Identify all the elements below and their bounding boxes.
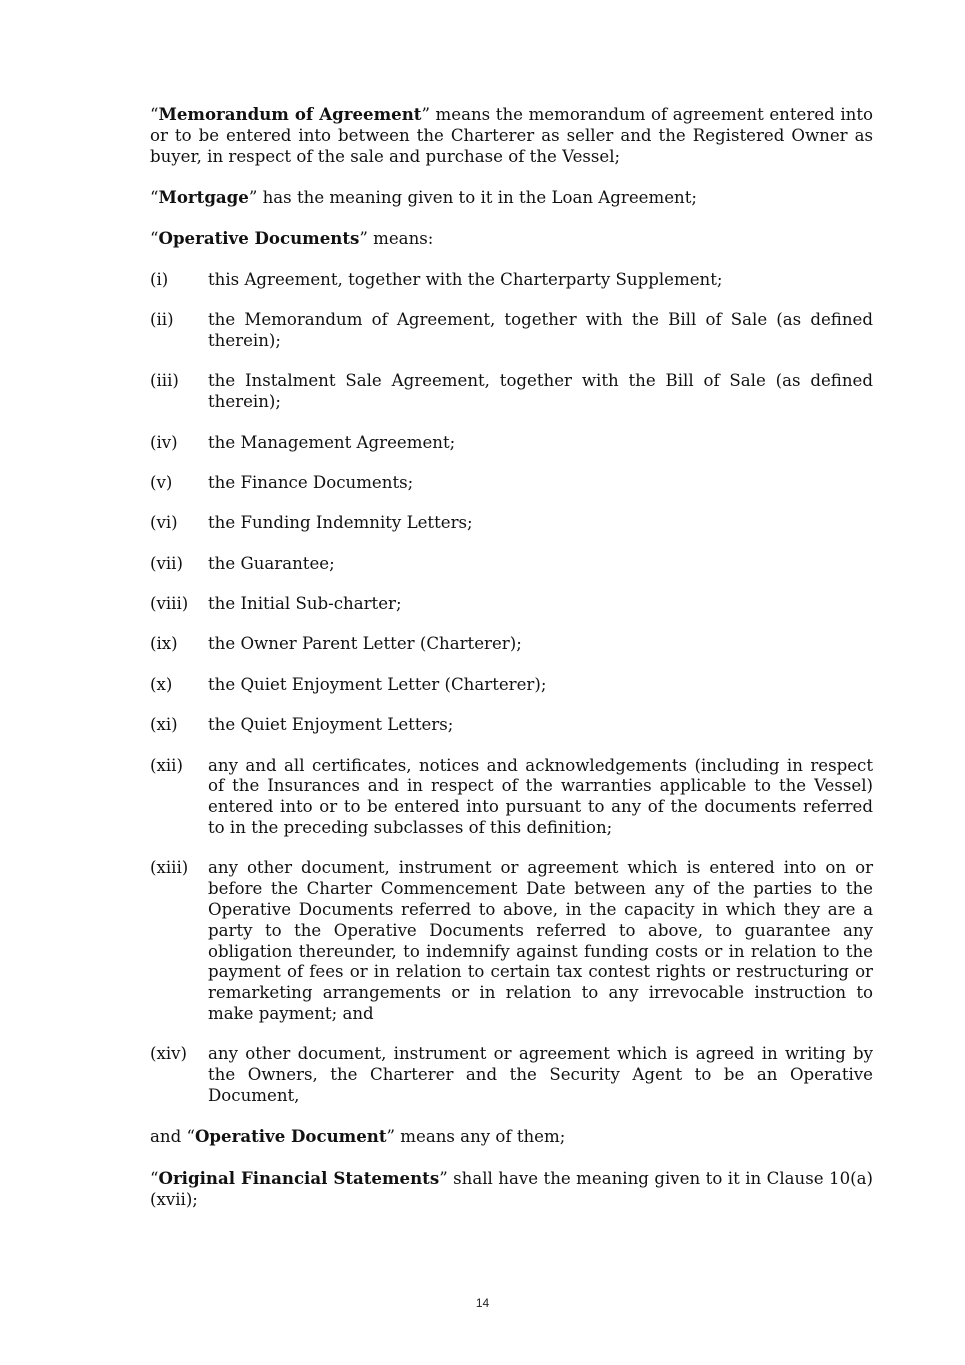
item-text: the Guarantee;	[208, 553, 335, 573]
definition-text: has the meaning given to it in the Loan Agreement;	[257, 187, 697, 207]
definition-text: means the memorandum of agreement entered into or to be entered into between the Charterer as seller and the Registered Owner as buyer, in respect of the sale and purchase of the Vessel;	[150, 105, 873, 166]
defined-term: Operative Documents	[158, 228, 360, 249]
item-number: (viii)	[150, 594, 189, 614]
item-text: the Funding Indemnity Letters;	[208, 513, 473, 533]
item-number: (vi)	[150, 513, 178, 533]
definition-prefix: and	[150, 1127, 187, 1147]
page-number: 14	[475, 1296, 490, 1310]
list-item	[150, 433, 873, 454]
item-text: the Owner Parent Letter (Charterer);	[208, 634, 522, 654]
item-text: the Instalment Sale Agreement, together with the Bill of Sale (as defined therein);	[208, 371, 873, 412]
list-item	[150, 473, 873, 494]
defined-term: Memorandum of Agreement	[158, 104, 422, 124]
list-item	[150, 270, 873, 291]
list-item	[150, 634, 873, 655]
item-text: the Memorandum of Agreement, together with the Bill of Sale (as defined therein);	[208, 310, 873, 350]
definition-operative-document: and “Operative Document” means any of them;	[150, 1126, 566, 1147]
item-number: (iv)	[150, 432, 178, 452]
defined-term: Operative Document	[194, 1126, 387, 1147]
definition-original-financial-statements: “Original Financial Statements” shall have the meaning given to it in Clause 10(a)(xvii);	[150, 1167, 873, 1209]
item-text: the Finance Documents;	[208, 472, 414, 492]
item-text: the Quiet Enjoyment Letter (Charterer);	[208, 674, 547, 694]
item-text: the Quiet Enjoyment Letters;	[208, 715, 454, 735]
list-item	[150, 371, 873, 413]
item-number: (x)	[150, 674, 173, 694]
list-item	[150, 554, 873, 575]
item-number: (xiii)	[150, 858, 189, 878]
definition-text: means:	[367, 229, 434, 249]
item-text: this Agreement, together with the Charterparty Supplement;	[208, 269, 723, 289]
definition-operative-documents: “Operative Documents” means:	[150, 228, 434, 249]
list-item	[150, 594, 873, 615]
list-item	[150, 513, 873, 534]
item-text: the Management Agreement;	[208, 432, 456, 452]
list-item	[150, 756, 873, 839]
item-text: any and all certificates, notices and acknowledgements (including in respect of the Insurances and in respect of the warranties applicable to the Vessel) entered into or to be entered into pursuant to any of the documents referred to in the preceding subclasses of this definition;	[208, 755, 873, 838]
item-number: (xi)	[150, 715, 178, 735]
defined-term: Original Financial Statements	[158, 1167, 440, 1188]
definition-memorandum-of-agreement: “Memorandum of Agreement” means the memorandum of agreement entered into or to be entered into between the Charterer as seller and the Registered Owner as buyer, in respect of the sale and purchase of the Vessel;	[150, 104, 873, 166]
document-page	[150, 104, 873, 1230]
list-item	[150, 310, 873, 352]
item-number: (xii)	[150, 755, 183, 775]
item-number: (v)	[150, 472, 173, 492]
list-item	[150, 1044, 873, 1106]
item-number: (vii)	[150, 553, 183, 573]
item-number: (ix)	[150, 634, 178, 654]
item-number: (xiv)	[150, 1044, 187, 1064]
item-number: (ii)	[150, 310, 174, 330]
list-item	[150, 858, 873, 1024]
item-text: any other document, instrument or agreement which is entered into on or before the Charter Commencement Date between any of the parties to the Operative Documents referred to above, in the capacity in which they are a party to the Operative Documents referred to above, to guarantee any obligation thereunder, to indemnify against funding costs or in relation to the payment of fees or in relation to certain tax contest rights or restructuring or remarketing arrangements or in relation to any irrevocable instruction to make payment; and	[208, 858, 873, 1024]
item-number: (iii)	[150, 371, 179, 391]
list-item	[150, 715, 873, 736]
definition-text: means any of them;	[394, 1127, 566, 1147]
list-item	[150, 675, 873, 696]
operative-documents-list	[150, 270, 873, 1107]
item-text: any other document, instrument or agreement which is agreed in writing by the Owners, the Charterer and the Security Agent to be an Operative Document,	[208, 1044, 873, 1105]
definition-mortgage: “Mortgage” has the meaning given to it in the Loan Agreement;	[150, 186, 697, 207]
item-text: the Initial Sub-charter;	[208, 594, 402, 614]
defined-term: Mortgage	[158, 186, 249, 207]
item-number: (i)	[150, 269, 169, 289]
definition-text: shall have the meaning given to it in Clause 10(a)(xvii);	[150, 1168, 873, 1209]
